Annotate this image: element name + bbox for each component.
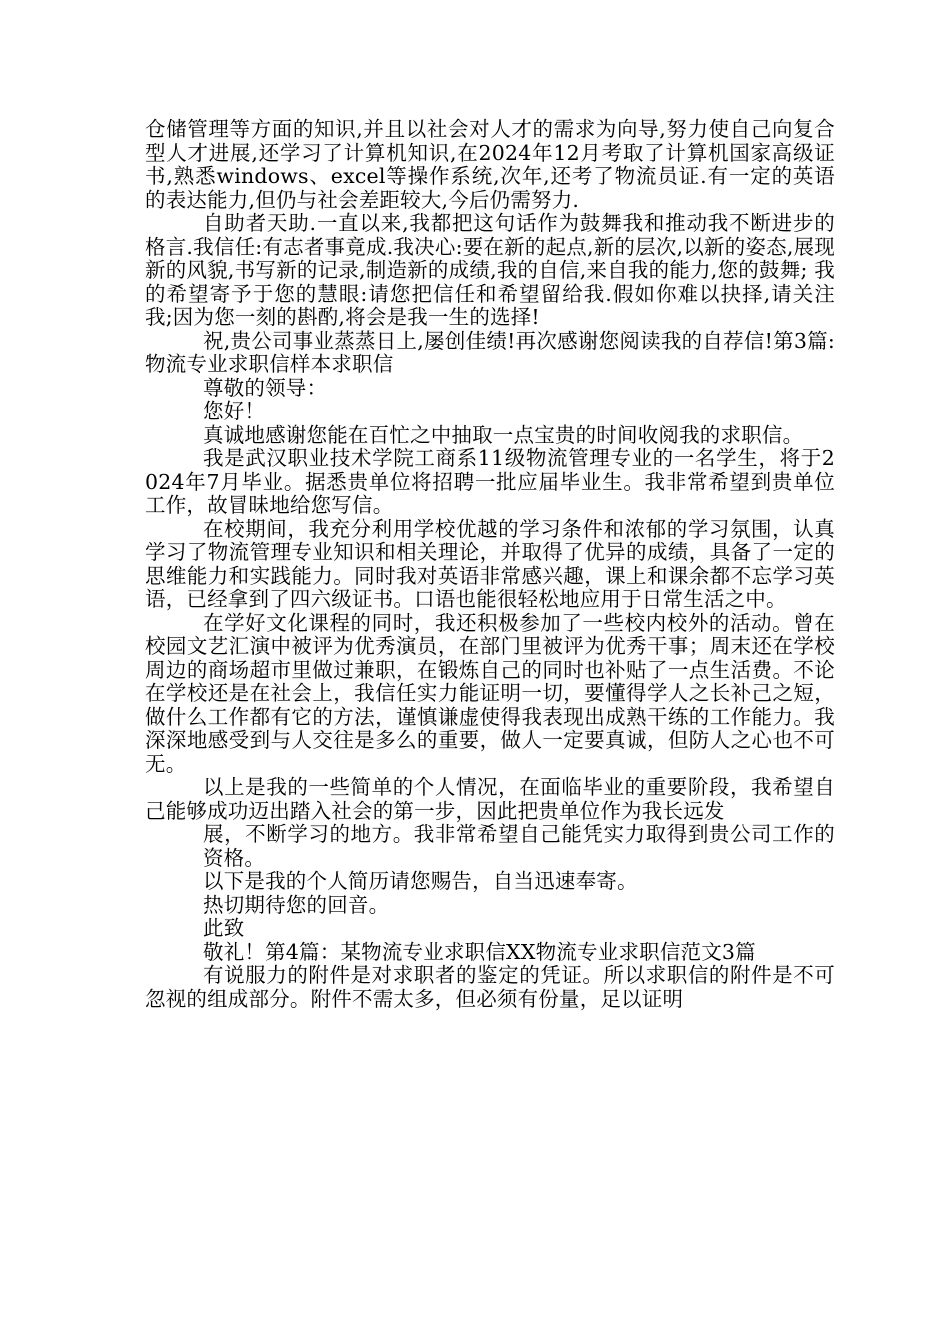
- paragraph-thanks: 真诚地感谢您能在百忙之中抽取一点宝贵的时间收阅我的求职信。: [203, 422, 804, 447]
- greeting: 您好！: [203, 399, 266, 423]
- paragraph-resume-note: 以下是我的个人简历请您赐告，自当迅速奉寄。: [203, 869, 638, 893]
- paragraph-summary: 以上是我的一些简单的个人情况，在面临毕业的重要阶段，我希望自己能够成功迈出踏入社会的第一步，因此把贵单位作为我长远发: [145, 775, 835, 823]
- paragraph-activities: 在学好文化课程的同时，我还积极参加了一些校内校外的活动。曾在校园文艺汇演中被评为优秀演员，在部门里被评为优秀干事；周末还在学校周边的商场超市里做过兼职，在锻炼自己的同时也补贴了一点生活费。不论在学校还是在社会上，我信任实力能证明一切，要懂得学人之长补己之短，做什么工作都有它的方法，谨慎谦虚使得我表现出成熟干练的工作能力。我深深地感受到与人交往是多么的重要，做人一定要真诚，但防人之心也不可无。: [145, 610, 835, 776]
- paragraph-intro: 我是武汉职业技术学院工商系11级物流管理专业的一名学生，将于2024年7月毕业。据悉贵单位将招聘一批应届毕业生。我非常希望到贵单位工作，故冒昧地给您写信。: [145, 446, 835, 517]
- salutation: 尊敬的领导：: [203, 375, 328, 400]
- paragraph-study: 在校期间，我充分利用学校优越的学习条件和浓郁的学习氛围，认真学习了物流管理专业知识和相关理论，并取得了优异的成绩，具备了一定的思维能力和实践能力。同时我对英语非常感兴趣，课上和课余都不忘学习英语，已经拿到了四六级证书。口语也能很轻松地应用于日常生活之中。: [145, 516, 835, 611]
- paragraph-attachments: 有说服力的附件是对求职者的鉴定的凭证。所以求职信的附件是不可忽视的组成部分。附件不需太多，但必须有份量，足以证明: [145, 963, 835, 1011]
- paragraph-awaiting-reply: 热切期待您的回音。: [203, 892, 390, 917]
- paragraph-skills: 仓储管理等方面的知识,并且以社会对人才的需求为向导,努力使自己向复合型人才进展,还学习了计算机知识,在2024年12月考取了计算机国家高级证书,熟悉windows、excel等操作系统,次年,还考了物流员证.有一定的英语的表达能力,但仍与社会差距较大,今后仍需努力.: [145, 117, 835, 212]
- paragraph-regards-heading: 敬礼！第4篇：某物流专业求职信XX物流专业求职信范文3篇: [203, 939, 756, 964]
- closing-line: 此致: [203, 916, 245, 940]
- paragraph-closing-wish: 祝,贵公司事业蒸蒸日上,屡创佳绩!再次感谢您阅读我的自荐信!第3篇:物流专业求职信样本求职信: [145, 328, 835, 376]
- paragraph-motto: 自助者天助.一直以来,我都把这句话作为鼓舞我和推动我不断进步的格言.我信任:有志者事竟成.我决心:要在新的起点,新的层次,以新的姿态,展现新的风貌,书写新的记录,制造新的成绩,我的自信,来自我的能力,您的鼓舞; 我的希望寄予于您的慧眼:请您把信任和希望留给我.假如你难以抉择,请关注我;因为您一刻的斟酌,将会是我一生的选择!: [145, 211, 835, 329]
- paragraph-summary-continued: 展，不断学习的地方。我非常希望自己能凭实力取得到贵公司工作的资格。: [203, 822, 835, 870]
- document-page: [145, 118, 835, 1011]
